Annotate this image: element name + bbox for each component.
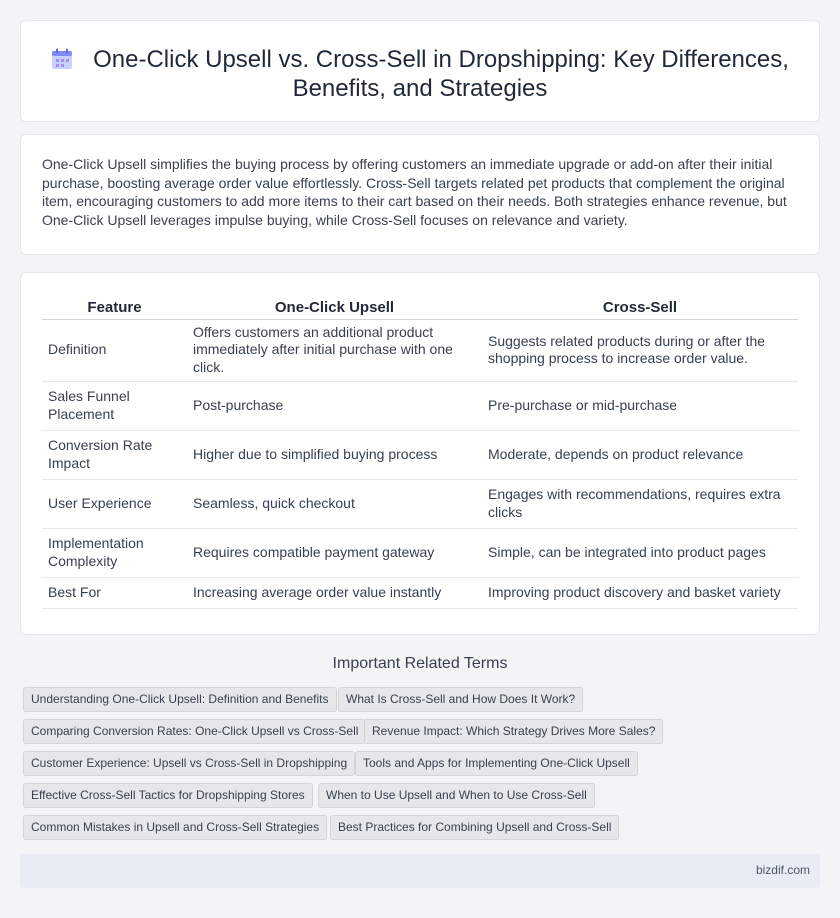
header-cross-sell: Cross-Sell: [482, 297, 798, 319]
header-feature: Feature: [42, 297, 187, 319]
related-term-link[interactable]: Effective Cross-Sell Tactics for Dropshipping Stores: [23, 783, 313, 808]
page-title-wrap: [21, 45, 819, 103]
cross-sell-cell: Simple, can be integrated into product pages: [482, 528, 798, 577]
table-row: [42, 528, 798, 577]
header-card: [20, 20, 820, 122]
related-term-link[interactable]: Common Mistakes in Upsell and Cross-Sell Strategies: [23, 815, 327, 840]
feature-cell: Best For: [42, 577, 187, 608]
table-row: [42, 479, 798, 528]
upsell-cell: Seamless, quick checkout: [187, 479, 482, 528]
table-header-row: [42, 297, 798, 319]
related-term-link[interactable]: Understanding One-Click Upsell: Definition and Benefits: [23, 687, 337, 712]
table-row: [42, 577, 798, 608]
feature-cell: Conversion Rate Impact: [42, 430, 187, 479]
related-term-link[interactable]: Comparing Conversion Rates: One-Click Upsell vs Cross-Sell: [23, 719, 366, 744]
upsell-cell: Increasing average order value instantly: [187, 577, 482, 608]
footer-site-link[interactable]: bizdif.com: [755, 863, 810, 877]
feature-cell: Implementation Complexity: [42, 528, 187, 577]
upsell-cell: Higher due to simplified buying process: [187, 430, 482, 479]
related-term-link[interactable]: Best Practices for Combining Upsell and Cross-Sell: [330, 815, 619, 840]
header-one-click-upsell: One-Click Upsell: [187, 297, 482, 319]
feature-cell: Definition: [42, 319, 187, 381]
cross-sell-cell: Moderate, depends on product relevance: [482, 430, 798, 479]
upsell-cell: Post-purchase: [187, 381, 482, 430]
footer: [20, 854, 820, 888]
table-row: [42, 319, 798, 381]
related-term-link[interactable]: When to Use Upsell and When to Use Cross-Sell: [318, 783, 595, 808]
table-card: [20, 272, 820, 635]
table-row: [42, 430, 798, 479]
related-term-link[interactable]: Revenue Impact: Which Strategy Drives More Sales?: [364, 719, 663, 744]
cross-sell-cell: Improving product discovery and basket variety: [482, 577, 798, 608]
related-term-link[interactable]: What Is Cross-Sell and How Does It Work?: [338, 687, 583, 712]
cross-sell-cell: Engages with recommendations, requires extra clicks: [482, 479, 798, 528]
cross-sell-cell: Suggests related products during or after the shopping process to increase order value.: [482, 319, 798, 381]
summary-card: [20, 134, 820, 255]
cross-sell-cell: Pre-purchase or mid-purchase: [482, 381, 798, 430]
table-row: [42, 381, 798, 430]
calendar-icon: [51, 48, 73, 70]
related-terms-title: Important Related Terms: [332, 655, 508, 672]
feature-cell: User Experience: [42, 479, 187, 528]
related-term-link[interactable]: Customer Experience: Upsell vs Cross-Sell in Dropshipping: [23, 751, 355, 776]
summary-text: One-Click Upsell simplifies the buying process by offering customers an immediate upgrade or add-on after their initial purchase, boosting average order value effortlessly. Cross-Sell targets related pet products that complement the original item, encouraging customers to add more items to their cart based on their needs. Both strategies enhance revenue, but One-Click Upsell leverages impulse buying, while Cross-Sell focuses on relevance and variety.: [42, 156, 787, 228]
page-title: One-Click Upsell vs. Cross-Sell in Dropshipping: Key Differences, Benefits, and Strategies: [93, 46, 789, 102]
related-term-link[interactable]: Tools and Apps for Implementing One-Click Upsell: [355, 751, 638, 776]
upsell-cell: Requires compatible payment gateway: [187, 528, 482, 577]
comparison-table: [42, 297, 798, 609]
upsell-cell: Offers customers an additional product immediately after initial purchase with one click.: [187, 319, 482, 381]
feature-cell: Sales Funnel Placement: [42, 381, 187, 430]
